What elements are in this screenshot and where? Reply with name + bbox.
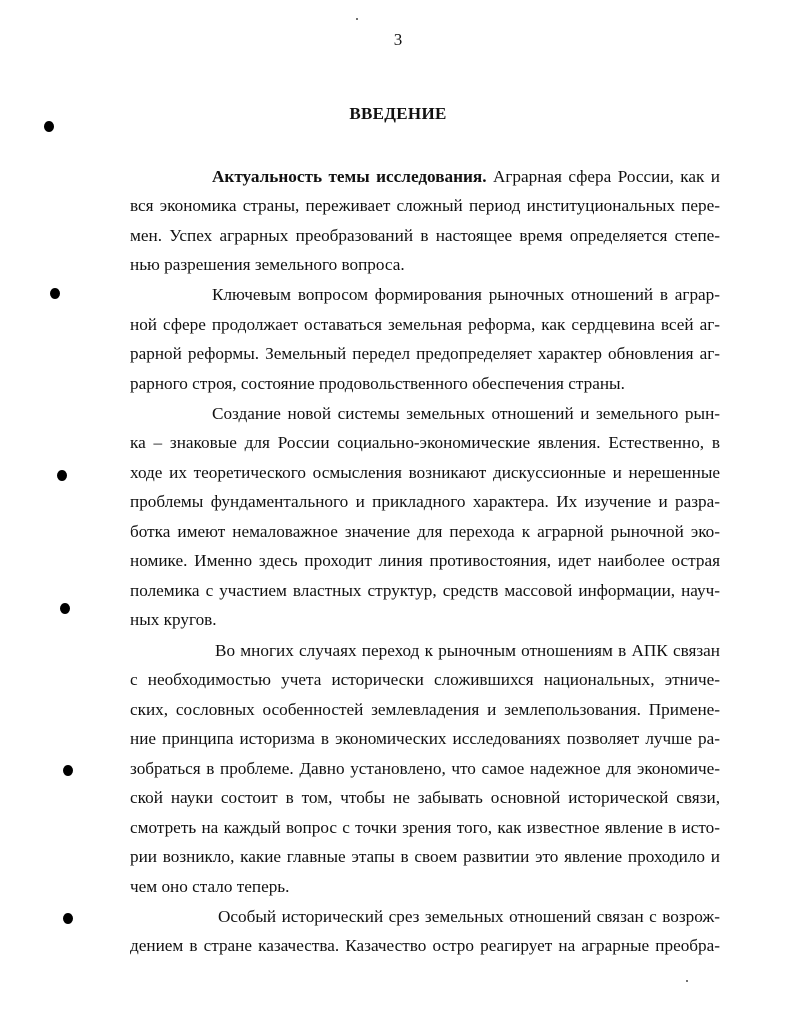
paragraph-line: Ключевым вопросом формирования рыночных отношений в аграр-: [212, 285, 720, 304]
paragraph-line: номике. Именно здесь проходит линия противостояния, идет наиболее острая: [130, 551, 720, 570]
paragraph-line: дением в стране казачества. Казачество остро реагирует на аграрные преобра-: [130, 936, 720, 955]
paragraph-line: ских, сословных особенностей землевладения и землепользования. Примене-: [130, 700, 720, 719]
paragraph-line: ботка имеют немаловажное значение для перехода к аграрной рыночной эко-: [130, 522, 720, 541]
paragraph-line: ской науки состоит в том, чтобы не забывать основной исторической связи,: [130, 788, 720, 807]
paragraph-line: проблемы фундаментального и прикладного характера. Их изучение и разра-: [130, 492, 720, 511]
paragraph-line: нью разрешения земельного вопроса.: [130, 255, 405, 274]
paragraph-line: чем оно стало теперь.: [130, 877, 290, 896]
paragraph-line: Создание новой системы земельных отношений и земельного рын-: [212, 404, 720, 423]
paragraph-line: зобраться в проблеме. Давно установлено, что самое надежное для экономиче-: [130, 759, 720, 778]
paragraph-line: ка – знаковые для России социально-экономические явления. Естественно, в: [130, 433, 720, 452]
paragraph-line: рарной реформы. Земельный передел предопределяет характер обновления аг-: [130, 344, 720, 363]
paragraph-line: полемика с участием властных структур, средств массовой информации, науч-: [130, 581, 720, 600]
paragraph-line: Во многих случаях переход к рыночным отношениям в АПК связан: [215, 641, 720, 660]
punch-hole: [60, 603, 70, 614]
paragraph-line: ных кругов.: [130, 610, 217, 629]
paragraph-line: Особый исторический срез земельных отношений связан с возрож-: [218, 907, 720, 926]
paragraph-lead: Актуальность темы исследования.: [212, 167, 487, 186]
punch-hole: [57, 470, 67, 481]
paragraph-line: ходе их теоретического осмысления возникают дискуссионные и нерешенные: [130, 463, 720, 482]
paragraph-line: ной сфере продолжает оставаться земельная реформа, как сердцевина всей аг-: [130, 315, 720, 334]
punch-hole: [63, 765, 73, 776]
paragraph-line: рии возникло, какие главные этапы в своем развитии это явление проходило и: [130, 847, 720, 866]
paragraph-line: ние принципа историзма в экономических исследованиях позволяет лучше ра-: [130, 729, 720, 748]
scan-speck: [356, 18, 358, 20]
paragraph-line: смотреть на каждый вопрос с точки зрения того, как известное явление в исто-: [130, 818, 720, 837]
scan-speck: [686, 980, 688, 982]
punch-hole: [50, 288, 60, 299]
page-number: 3: [393, 30, 403, 49]
section-title: ВВЕДЕНИЕ: [349, 104, 447, 123]
punch-hole: [63, 913, 73, 924]
paragraph-line: рарного строя, состояние продовольственного обеспечения страны.: [130, 374, 625, 393]
paragraph-line: Актуальность темы исследования. Аграрная сфера России, как и: [212, 167, 720, 186]
paragraph-line: мен. Успех аграрных преобразований в настоящее время определяется степе-: [130, 226, 720, 245]
punch-hole: [44, 121, 54, 132]
paragraph-line: с необходимостью учета исторически сложившихся национальных, этниче-: [130, 670, 720, 689]
paragraph-line: вся экономика страны, переживает сложный период институциональных пере-: [130, 196, 720, 215]
